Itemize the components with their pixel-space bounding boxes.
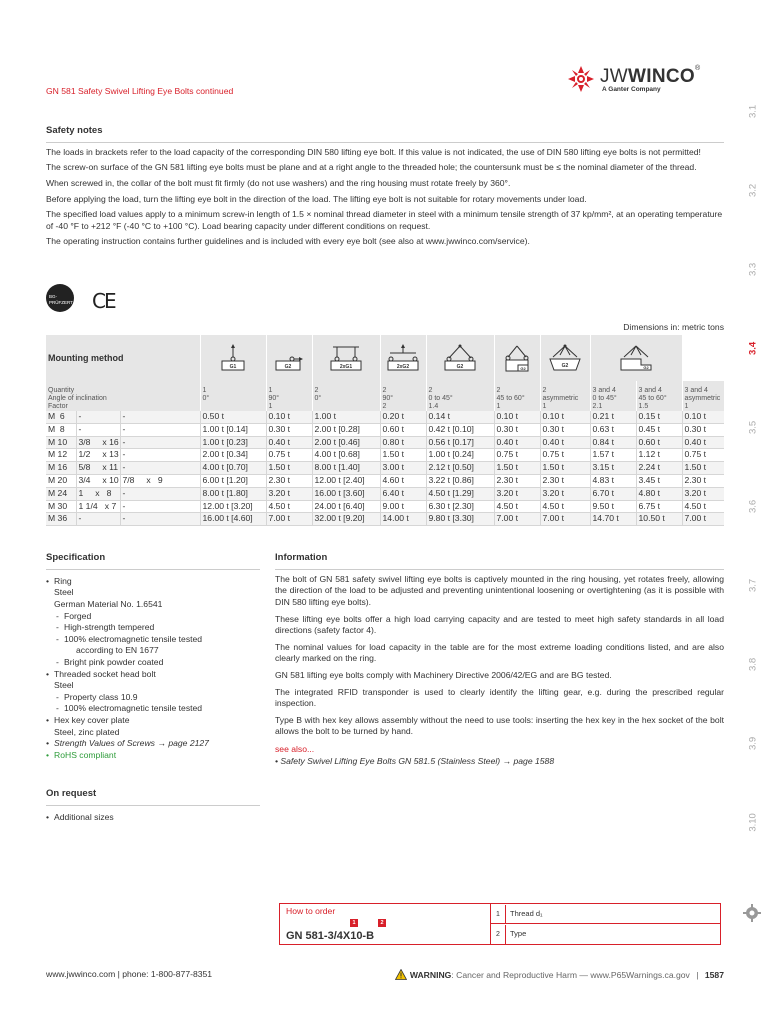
load-cell: 0.60 t <box>380 423 426 436</box>
safety-notes-title: Safety notes <box>46 125 724 143</box>
asymmetric-double-lift-icon <box>504 343 530 373</box>
spec-item: - 100% electromagnetic tensile tested <box>46 703 260 715</box>
logo-jw: JW <box>600 66 629 87</box>
load-cell: 1.50 t <box>682 462 724 475</box>
load-cell: 2.00 t [0.46] <box>312 436 380 449</box>
spec-item: Steel, zinc plated <box>54 726 120 737</box>
diagram-cell <box>266 335 312 381</box>
load-cell: 1.50 t <box>540 462 590 475</box>
diagram-label: G1 <box>229 364 237 370</box>
spec-item: - Forged <box>46 611 260 623</box>
inch-thread-cell: 7/8 x 9 <box>120 474 200 487</box>
load-cell: 0.30 t <box>266 423 312 436</box>
how-to-order-title: How to order <box>286 906 336 916</box>
thread-size-cell: M 36 <box>46 513 76 526</box>
legend-label: Type <box>510 929 527 938</box>
load-cell: 6.70 t <box>590 487 636 500</box>
load-cell: 12.00 t [2.40] <box>312 474 380 487</box>
column-meta: 2 0° <box>312 381 380 411</box>
on-request <box>46 788 260 823</box>
gear-icon <box>742 903 762 923</box>
load-cell: 7.00 t <box>266 513 312 526</box>
order-code-panel <box>280 904 491 944</box>
inch-thread-cell: 1 x 8 <box>76 487 120 500</box>
load-cell: 0.40 t <box>540 436 590 449</box>
warning-triangle-icon <box>395 969 407 980</box>
load-cell: 0.10 t <box>266 411 312 423</box>
table-row <box>46 500 724 513</box>
load-cell: 3.22 t [0.86] <box>426 474 494 487</box>
order-legend-row <box>491 924 720 943</box>
load-cell: 0.42 t [0.10] <box>426 423 494 436</box>
spec-item: according to EN 1677 <box>76 645 159 656</box>
load-cell: 3.20 t <box>266 487 312 500</box>
specification-list <box>46 576 260 762</box>
load-cell: 0.60 t <box>636 436 682 449</box>
warning-label: WARNING <box>409 970 452 980</box>
inch-thread-cell: - <box>120 462 200 475</box>
load-cell: 0.45 t <box>636 423 682 436</box>
side-index-item[interactable]: 3.8 <box>747 657 759 672</box>
load-cell: 9.00 t <box>380 500 426 513</box>
specification <box>46 552 260 761</box>
table-row <box>46 449 724 462</box>
legend-num: 2 <box>491 925 506 944</box>
thread-size-cell: M 8 <box>46 423 76 436</box>
load-cell: 2.24 t <box>636 462 682 475</box>
load-cell: 2.00 t [0.34] <box>200 449 266 462</box>
safety-note: The specified load values apply to a minimum screw-in length of 1.5 × nominal thread diameter in steel with a minimum tensile strength of 37 kp/mm², at an operating temperature of -40 °F to +212 °F (-40 °C to +100 °C). Load bearing capacity under different conditions on request. <box>46 209 723 231</box>
load-cell: 8.00 t [1.80] <box>200 487 266 500</box>
double-vertical-lift-icon <box>329 343 363 373</box>
jwwinco-logo <box>566 64 726 98</box>
inch-thread-cell: 1/2 x 13 <box>76 449 120 462</box>
column-meta: 2 0 to 45° 1.4 <box>426 381 494 411</box>
quantity-label: Quantity <box>48 386 75 394</box>
load-cell: 0.40 t <box>682 436 724 449</box>
load-cell: 2.30 t <box>682 474 724 487</box>
multi-leg-lift-icon <box>548 343 582 373</box>
load-cell: 2.30 t <box>266 474 312 487</box>
table-row <box>46 487 724 500</box>
table-row <box>46 411 724 423</box>
column-meta: 1 90° 1 <box>266 381 312 411</box>
load-cell: 6.40 t <box>380 487 426 500</box>
inch-thread-cell: - <box>76 411 120 423</box>
load-cell: 0.75 t <box>682 449 724 462</box>
load-cell: 0.75 t <box>266 449 312 462</box>
load-cell: 0.75 t <box>494 449 540 462</box>
diagram-label: 2xG1 <box>339 364 353 370</box>
load-cell: 0.15 t <box>636 411 682 423</box>
inch-thread-cell: - <box>120 411 200 423</box>
page-number: 1587 <box>704 970 724 980</box>
spec-item: - Bright pink powder coated <box>46 657 260 669</box>
load-cell: 3.20 t <box>682 487 724 500</box>
thread-size-cell: M 6 <box>46 411 76 423</box>
section-index <box>740 95 768 885</box>
info-paragraph: These lifting eye bolts offer a high load carrying capacity and are tested to meet high safety standards in all load directions (safety factor 4). <box>275 613 724 636</box>
diagram-label: G2 <box>643 365 649 370</box>
specification-title: Specification <box>46 552 260 570</box>
warning-text: : Cancer and Reproductive Harm — www.P65Warnings.ca.gov <box>451 970 690 980</box>
angled-double-lift-icon <box>443 343 477 373</box>
order-marker-2: 2 <box>378 919 386 927</box>
safety-note: The screw-on surface of the GN 581 lifting eye bolts must be plane and at a right angle to the threaded hole; the countersunk must be ≤ the nominal diameter of the thread. <box>46 162 697 173</box>
load-cell: 2.30 t <box>540 474 590 487</box>
side-index-item[interactable]: 3.3 <box>747 262 759 277</box>
inch-thread-cell: - <box>76 423 120 436</box>
table-row <box>46 474 724 487</box>
load-cell: 4.83 t <box>590 474 636 487</box>
load-cell: 9.80 t [3.30] <box>426 513 494 526</box>
load-cell: 0.40 t <box>266 436 312 449</box>
info-paragraph: The integrated RFID transponder is used to clearly identify the lifting gear, e.g. during the prescribed regular inspection. <box>275 686 724 709</box>
load-cell: 6.00 t [1.20] <box>200 474 266 487</box>
inch-thread-cell: - <box>120 500 200 513</box>
load-cell: 7.00 t <box>682 513 724 526</box>
load-cell: 3.15 t <box>590 462 636 475</box>
inch-thread-cell: 3/4 x 10 <box>76 474 120 487</box>
diagram-cell <box>590 335 682 381</box>
mounting-method-heading: Mounting method <box>46 335 200 381</box>
double-side-lift-icon <box>386 343 420 373</box>
load-cell: 0.10 t <box>682 411 724 423</box>
load-cell: 12.00 t [3.20] <box>200 500 266 513</box>
side-index-item[interactable]: 3.1 <box>747 104 759 119</box>
column-meta: 3 and 4 0 to 45° 2.1 <box>590 381 636 411</box>
load-cell: 1.00 t [0.14] <box>200 423 266 436</box>
load-cell: 0.30 t <box>682 423 724 436</box>
logo-winco: WINCO <box>628 66 695 87</box>
inch-thread-cell: - <box>120 449 200 462</box>
load-cell: 0.75 t <box>540 449 590 462</box>
ce-mark-icon: CE <box>92 289 115 313</box>
info-paragraph: The nominal values for load capacity in the table are for the most extreme loading conditions listed, and are also clearly marked on the ring. <box>275 641 724 664</box>
column-meta: 3 and 4 asymmetric 1 <box>682 381 724 411</box>
spec-item: - High-strength tempered <box>46 622 260 634</box>
table-meta-row <box>46 381 724 411</box>
column-meta: 2 45 to 60° 1 <box>494 381 540 411</box>
load-cell: 24.00 t [6.40] <box>312 500 380 513</box>
factor-label: Factor <box>48 402 68 410</box>
order-legend-row <box>491 904 720 924</box>
thread-size-cell: M 30 <box>46 500 76 513</box>
asymmetric-multi-leg-lift-icon <box>619 343 653 373</box>
dimensions-note: Dimensions in: metric tons <box>623 322 724 332</box>
side-index-item[interactable]: 3.6 <box>747 499 759 514</box>
meta-labels <box>46 381 200 411</box>
spec-item: • RoHS compliant <box>46 750 260 762</box>
load-cell: 0.30 t <box>494 423 540 436</box>
load-cell: 3.45 t <box>636 474 682 487</box>
load-cell: 6.75 t <box>636 500 682 513</box>
side-index-item[interactable]: 3.10 <box>747 813 759 832</box>
load-cell: 0.50 t <box>200 411 266 423</box>
info-paragraph: The bolt of GN 581 safety swivel lifting eye bolts is captively mounted in the ring housing, yet rotates freely, allowing the direction of the load to be adjusted and preventing unintentional loosening or overtightening (as it is possible with DIN 580 lifting eye bolts). <box>275 573 724 607</box>
load-cell: 1.00 t [0.24] <box>426 449 494 462</box>
table-row <box>46 423 724 436</box>
load-cell: 1.50 t <box>266 462 312 475</box>
side-index-item[interactable]: 3.5 <box>747 420 759 435</box>
safety-note: The operating instruction contains further guidelines and is included with every eye bolt (see also at www.jwwinco.com/service). <box>46 236 530 247</box>
info-paragraph: GN 581 lifting eye bolts comply with Machinery Directive 2006/42/EG and are BG tested. <box>275 669 612 680</box>
load-cell: 3.00 t <box>380 462 426 475</box>
spec-item[interactable]: • Strength Values of Screws → page 2127 <box>46 738 260 750</box>
load-cell: 2.12 t [0.50] <box>426 462 494 475</box>
load-cell: 8.00 t [1.40] <box>312 462 380 475</box>
load-cell: 0.63 t <box>590 423 636 436</box>
safety-note: The loads in brackets refer to the load capacity of the corresponding DIN 580 lifting eye bolt. If this value is not indicated, the use of DIN 580 lifting eye bolts is not permitted! <box>46 146 701 157</box>
load-cell: 4.50 t <box>540 500 590 513</box>
load-cell: 6.30 t [2.30] <box>426 500 494 513</box>
load-cell: 16.00 t [3.60] <box>312 487 380 500</box>
inch-thread-cell: - <box>120 436 200 449</box>
diagram-cell <box>312 335 380 381</box>
thread-size-cell: M 20 <box>46 474 76 487</box>
load-cell: 0.80 t <box>380 436 426 449</box>
footer-warning <box>395 969 724 982</box>
diagram-cell <box>494 335 540 381</box>
load-cell: 32.00 t [9.20] <box>312 513 380 526</box>
spec-item: • Ring <box>46 576 260 588</box>
order-code: GN 581-3/4X10-B <box>286 930 375 942</box>
load-cell: 14.00 t <box>380 513 426 526</box>
thread-size-cell: M 16 <box>46 462 76 475</box>
side-index-item[interactable]: 3.9 <box>747 736 759 751</box>
page-subtitle: GN 581 Safety Swivel Lifting Eye Bolts continued <box>46 86 234 96</box>
inch-thread-cell: 3/8 x 16 <box>76 436 120 449</box>
table-row <box>46 462 724 475</box>
logo-mark-icon <box>566 64 596 94</box>
inch-thread-cell: 1 1/4 x 7 <box>76 500 120 513</box>
info-paragraph: Type B with hex key allows assembly without the need to use tools: inserting the hex key in the hex socket of the bolt allows the bolt to be turned by hand. <box>275 714 724 737</box>
diagram-cell <box>380 335 426 381</box>
safety-note: When screwed in, the collar of the bolt must fit firmly (do not use washers) and the ring housing must rotate freely by 360°. <box>46 178 511 188</box>
load-cell: 0.14 t <box>426 411 494 423</box>
diagram-label: G2 <box>456 364 464 370</box>
side-lift-icon <box>274 343 304 373</box>
side-index-item[interactable]: 3.2 <box>747 183 759 198</box>
column-meta: 2 asymmetric 1 <box>540 381 590 411</box>
load-cell: 0.10 t <box>494 411 540 423</box>
inch-thread-cell: - <box>120 513 200 526</box>
safety-notes <box>46 125 724 252</box>
seal-text: BG-PRÜFZERT <box>49 294 73 306</box>
load-cell: 3.20 t <box>540 487 590 500</box>
load-cell: 0.30 t <box>540 423 590 436</box>
load-cell: 4.50 t <box>682 500 724 513</box>
load-cell: 4.00 t [0.70] <box>200 462 266 475</box>
column-meta: 2 90° 2 <box>380 381 426 411</box>
spec-item: German Material No. 1.6541 <box>54 599 163 609</box>
diagram-label: G2 <box>561 363 569 369</box>
vertical-lift-icon <box>220 343 246 373</box>
legend-num: 1 <box>491 905 506 924</box>
column-meta: 1 0° <box>200 381 266 411</box>
see-also-label: see also... <box>275 743 315 754</box>
legend-label: Thread d₁ <box>510 909 543 918</box>
inch-thread-cell: - <box>120 487 200 500</box>
how-to-order-box <box>279 903 721 945</box>
load-cell: 4.60 t <box>380 474 426 487</box>
certification-badges <box>46 284 116 314</box>
spec-item: • Threaded socket head bolt <box>46 669 260 681</box>
table-row <box>46 513 724 526</box>
load-cell: 0.10 t <box>540 411 590 423</box>
order-marker-1: 1 <box>350 919 358 927</box>
logo-registered: ® <box>694 65 701 72</box>
load-cell: 2.00 t [0.28] <box>312 423 380 436</box>
load-cell: 16.00 t [4.60] <box>200 513 266 526</box>
angle-label: Angle of inclination <box>48 394 107 402</box>
thread-size-cell: M 24 <box>46 487 76 500</box>
load-cell: 7.00 t <box>494 513 540 526</box>
load-cell: 0.20 t <box>380 411 426 423</box>
load-cell: 1.00 t [0.23] <box>200 436 266 449</box>
load-cell: 1.50 t <box>380 449 426 462</box>
load-cell: 10.50 t <box>636 513 682 526</box>
load-cell: 2.30 t <box>494 474 540 487</box>
diagram-cell <box>426 335 494 381</box>
side-index-item[interactable]: 3.4 <box>747 341 759 356</box>
diagram-cell <box>200 335 266 381</box>
table-row <box>46 436 724 449</box>
inch-thread-cell: - <box>120 423 200 436</box>
spec-item: • Hex key cover plate <box>46 715 260 727</box>
load-cell: 1.57 t <box>590 449 636 462</box>
load-cell: 7.00 t <box>540 513 590 526</box>
load-cell: 0.56 t [0.17] <box>426 436 494 449</box>
footer-separator: | <box>696 970 699 980</box>
load-cell: 1.00 t <box>312 411 380 423</box>
load-cell: 4.50 t <box>266 500 312 513</box>
see-also-link[interactable]: • Safety Swivel Lifting Eye Bolts GN 581.5 (Stainless Steel) → page 1588 <box>275 755 555 766</box>
bg-certification-seal-icon <box>46 284 74 312</box>
load-cell: 4.50 t <box>494 500 540 513</box>
thread-size-cell: M 12 <box>46 449 76 462</box>
footer-contact: www.jwwinco.com | phone: 1-800-877-8351 <box>46 969 213 979</box>
load-cell: 0.40 t <box>494 436 540 449</box>
load-cell: 1.12 t <box>636 449 682 462</box>
diagram-label: 2xG2 <box>396 364 410 370</box>
load-cell: 14.70 t <box>590 513 636 526</box>
column-meta: 3 and 4 45 to 60° 1.5 <box>636 381 682 411</box>
side-index-item[interactable]: 3.7 <box>747 578 759 593</box>
load-cell: 4.50 t [1.29] <box>426 487 494 500</box>
load-cell: 9.50 t <box>590 500 636 513</box>
list-item: • Additional sizes <box>46 812 260 824</box>
safety-note: Before applying the load, turn the lifting eye bolt in the direction of the load. The lifting eye bolt is not suitable for rotary movements under load. <box>46 193 587 204</box>
load-cell: 1.50 t <box>494 462 540 475</box>
information-title: Information <box>275 552 724 570</box>
diagram-label: G2 <box>520 366 526 371</box>
on-request-title: On request <box>46 788 260 806</box>
load-cell: 3.20 t <box>494 487 540 500</box>
load-cell: 0.21 t <box>590 411 636 423</box>
spec-item: Steel <box>54 587 74 598</box>
diagram-cell <box>540 335 590 381</box>
information <box>275 552 724 767</box>
inch-thread-cell: 5/8 x 11 <box>76 462 120 475</box>
spec-item: Steel <box>54 680 74 691</box>
load-cell: 4.00 t [0.68] <box>312 449 380 462</box>
load-cell: 0.84 t <box>590 436 636 449</box>
spec-item: - 100% electromagnetic tensile tested <box>46 634 260 646</box>
thread-size-cell: M 10 <box>46 436 76 449</box>
load-cell: 4.80 t <box>636 487 682 500</box>
mounting-table <box>46 335 724 526</box>
logo-subtitle: A Ganter Company <box>602 86 661 93</box>
diagram-label: G2 <box>284 364 292 370</box>
inch-thread-cell: - <box>76 513 120 526</box>
spec-item: - Property class 10.9 <box>46 692 260 704</box>
